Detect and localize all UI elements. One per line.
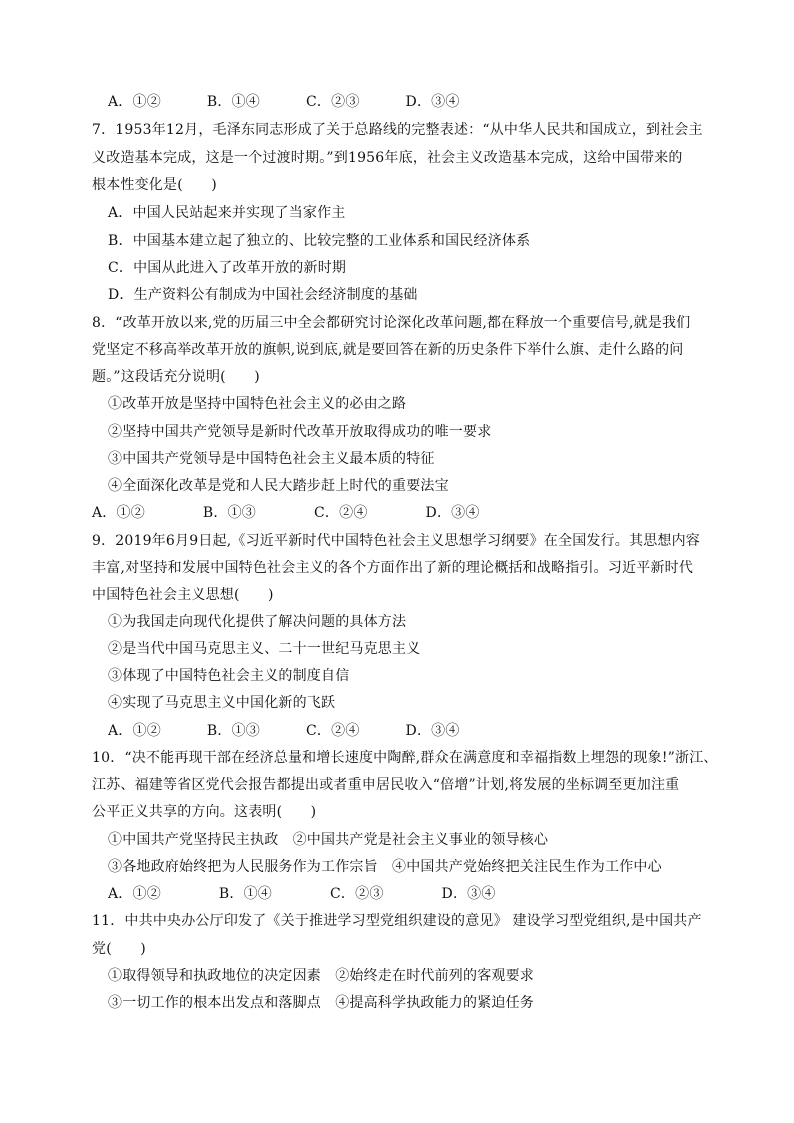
q8-stem-line-1: 8．“改革开放以来,党的历届三中全会都研究讨论深化改革问题,都在释放一个重要信号,就是我们	[92, 315, 691, 331]
q11-stem-line-1: 11．中共中央办公厅印发了《关于推进学习型党组织建设的意见》 建设学习型党组织,是中国共产	[92, 913, 702, 929]
q8-stem-line-3: 题。”这段话充分说明( )	[92, 369, 260, 385]
q10-stem-line-2: 江苏、福建等省区党代会报告都提出或者重申居民收入“倍增”计划,将发展的坐标调至更加注重	[92, 777, 680, 793]
q10-option-d[interactable]: D．③④	[441, 886, 496, 902]
q7-option-b[interactable]: B．中国基本建立起了独立的、比较完整的工业体系和国民经济体系	[108, 233, 531, 249]
q7-stem-line-3: 根本性变化是( )	[92, 177, 217, 193]
q9-option-d[interactable]: D．③④	[405, 723, 460, 739]
q8-option-a[interactable]: A．①②	[92, 505, 145, 521]
q10-option-a[interactable]: A．①②	[108, 886, 161, 902]
q9-item-2: ②是当代中国马克思主义、二十一世纪马克思主义	[108, 641, 421, 657]
q7-option-c[interactable]: C．中国从此进入了改革开放的新时期	[108, 260, 347, 276]
q9-stem-line-2: 丰富,对坚持和发展中国特色社会主义的各个方面作出了新的理论概括和战略指引。习近平新时代	[92, 560, 694, 576]
q6-option-b[interactable]: B．①④	[206, 94, 261, 110]
q8-option-d[interactable]: D．③④	[425, 505, 480, 521]
q8-item-1: ①改革开放是坚持中国特色社会主义的必由之路	[108, 396, 407, 412]
q10-option-b[interactable]: B．①④	[218, 886, 273, 902]
q9-item-4: ④实现了马克思主义中国化新的飞跃	[108, 695, 336, 711]
q9-item-3: ③体现了中国特色社会主义的制度自信	[108, 668, 350, 684]
q8-item-3: ③中国共产党领导是中国特色社会主义最本质的特征	[108, 451, 435, 467]
q10-items-row-1: ①中国共产党坚持民主执政 ②中国共产党是社会主义事业的领导核心	[108, 832, 549, 848]
q9-stem-line-3: 中国特色社会主义思想( )	[92, 587, 274, 603]
q8-item-4: ④全面深化改革是党和人民大踏步赶上时代的重要法宝	[108, 478, 449, 494]
q11-items-row-1: ①取得领导和执政地位的决定因素 ②始终走在时代前列的客观要求	[108, 968, 534, 984]
q10-stem-line-3: 公平正义共享的方向。这表明( )	[92, 804, 317, 820]
q7-stem-line-1: 7．1953年12月，毛泽东同志形成了关于总路线的完整表述：“从中华人民共和国成立，到社会主	[92, 122, 703, 138]
q10-option-c[interactable]: C．②③	[330, 886, 384, 902]
q11-stem-line-2: 党( )	[92, 941, 146, 957]
q11-items-row-2: ③一切工作的根本出发点和落脚点 ④提高科学执政能力的紧迫任务	[108, 995, 534, 1011]
q8-option-c[interactable]: C．②④	[314, 505, 368, 521]
q8-options	[92, 503, 692, 523]
q9-stem-line-1: 9．2019年6月9日起,《习近平新时代中国特色社会主义思想学习纲要》在全国发行。其思想内容	[92, 533, 700, 549]
q8-item-2: ②坚持中国共产党领导是新时代改革开放取得成功的唯一要求	[108, 424, 492, 440]
q6-option-a[interactable]: A．①②	[108, 94, 161, 110]
q9-option-b[interactable]: B．①③	[206, 723, 261, 739]
q10-options	[108, 884, 708, 904]
q9-options	[108, 721, 708, 741]
q9-option-c[interactable]: C．②④	[306, 723, 360, 739]
q7-stem-line-2: 义改造基本完成，这是一个过渡时期。”到1956年底，社会主义改造基本完成，这给中国带来的	[92, 150, 683, 166]
q6-option-c[interactable]: C．②③	[306, 94, 360, 110]
q9-option-a[interactable]: A．①②	[108, 723, 161, 739]
q7-option-d[interactable]: D．生产资料公有制成为中国社会经济制度的基础	[108, 287, 418, 303]
q8-option-b[interactable]: B．①③	[202, 505, 257, 521]
q8-stem-line-2: 党坚定不移高举改革开放的旗帜,说到底,就是要回答在新的历史条件下举什么旗、走什么路的问	[92, 342, 684, 358]
q10-items-row-2: ③各地政府始终把为人民服务作为工作宗旨 ④中国共产党始终把关注民生作为工作中心	[108, 859, 662, 875]
q10-stem-line-1: 10．“决不能再现干部在经济总量和增长速度中陶醉,群众在满意度和幸福指数上埋怨的现象!”浙江、	[92, 750, 718, 766]
q9-item-1: ①为我国走向现代化提供了解决问题的具体方法	[108, 614, 407, 630]
q7-option-a[interactable]: A．中国人民站起来并实现了当家作主	[108, 205, 346, 221]
q6-options	[108, 92, 708, 112]
q6-option-d[interactable]: D．③④	[405, 94, 460, 110]
